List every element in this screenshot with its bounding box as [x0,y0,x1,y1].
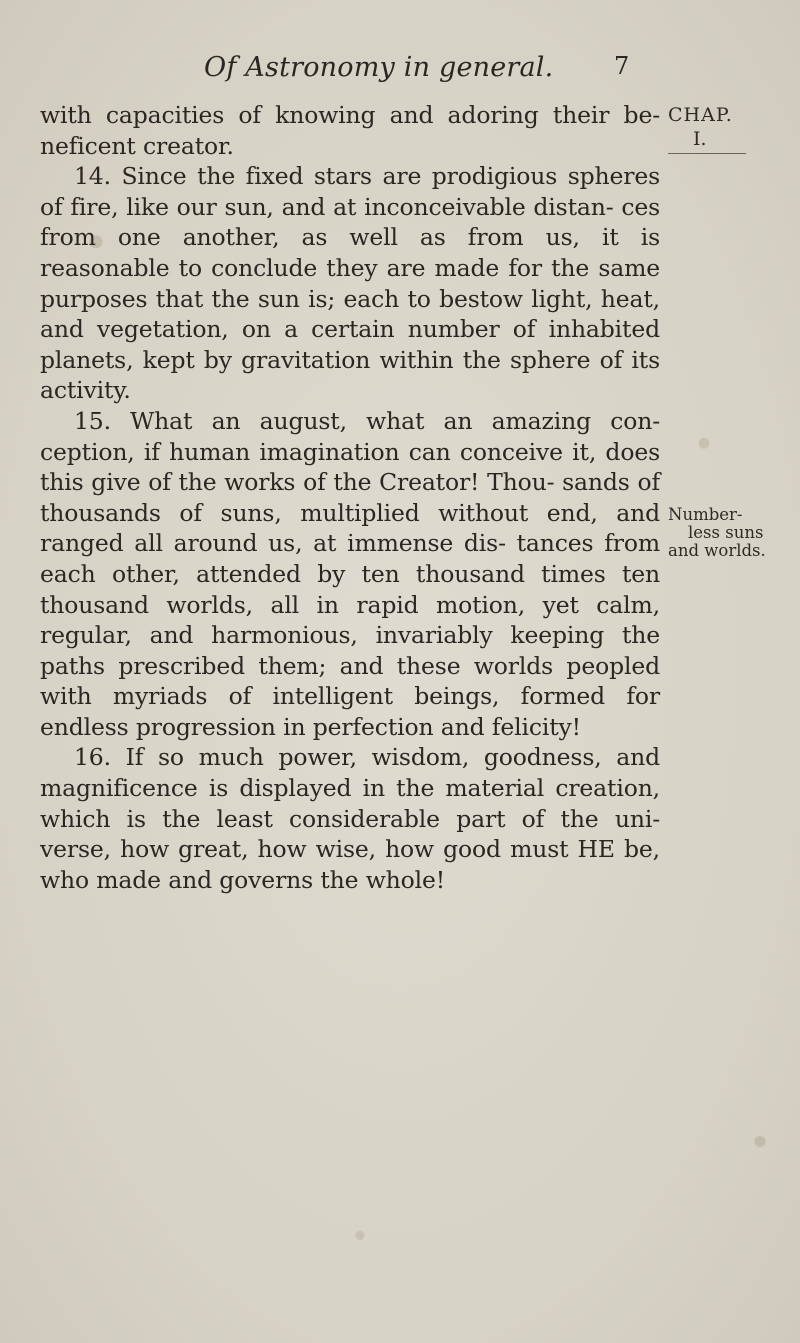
page-number: 7 [614,52,630,80]
chapter-rule [668,153,746,154]
chapter-label: CHAP. [668,104,733,126]
running-head: Of Astronomy in general. [204,52,554,83]
body-text [40,100,660,895]
margin-note-line: Number- [668,505,743,524]
margin-note [668,506,766,560]
paragraph-15: 15. What an august, what an amazing con- ception, if human imagination can conceive it, does this give of the works of the Creator! Thou- sands of thousands of suns, multiplied without end, and ranged all around us, at immense dis- tances from each other, attended by ten thousand times ten thousand worlds, all in rapid motion, yet calm, regular, and harmonious, invariably keeping the paths prescribed them; and these worlds peopled with myriads of intelligent beings, formed for endless progression in perfection and felicity! [40,406,660,741]
paragraph-continued: with capacities of knowing and adoring their be- neficent creator. [40,101,660,160]
margin-note-line: less suns [688,523,764,542]
margin-note-line: and worlds. [668,541,766,560]
page-header [0,52,800,92]
paragraph-14: 14. Since the fixed stars are prodigious spheres of fire, like our sun, and at inconceivable distan- ces from one another, as well as from us, it is reasonable to conclude they are made for the same purposes that the sun is; each to bestow light, heat, and vegetation, on a certain number of inhabited planets, kept by gravitation within the sphere of its activity. [40,162,660,405]
chapter-number: I. [693,128,707,150]
paragraph-16: 16. If so much power, wisdom, goodness, and magnificence is displayed in the material creation, which is the least considerable part of the uni- verse, how great, how wise, how good must HE be, who made and governs the whole! [40,743,660,894]
